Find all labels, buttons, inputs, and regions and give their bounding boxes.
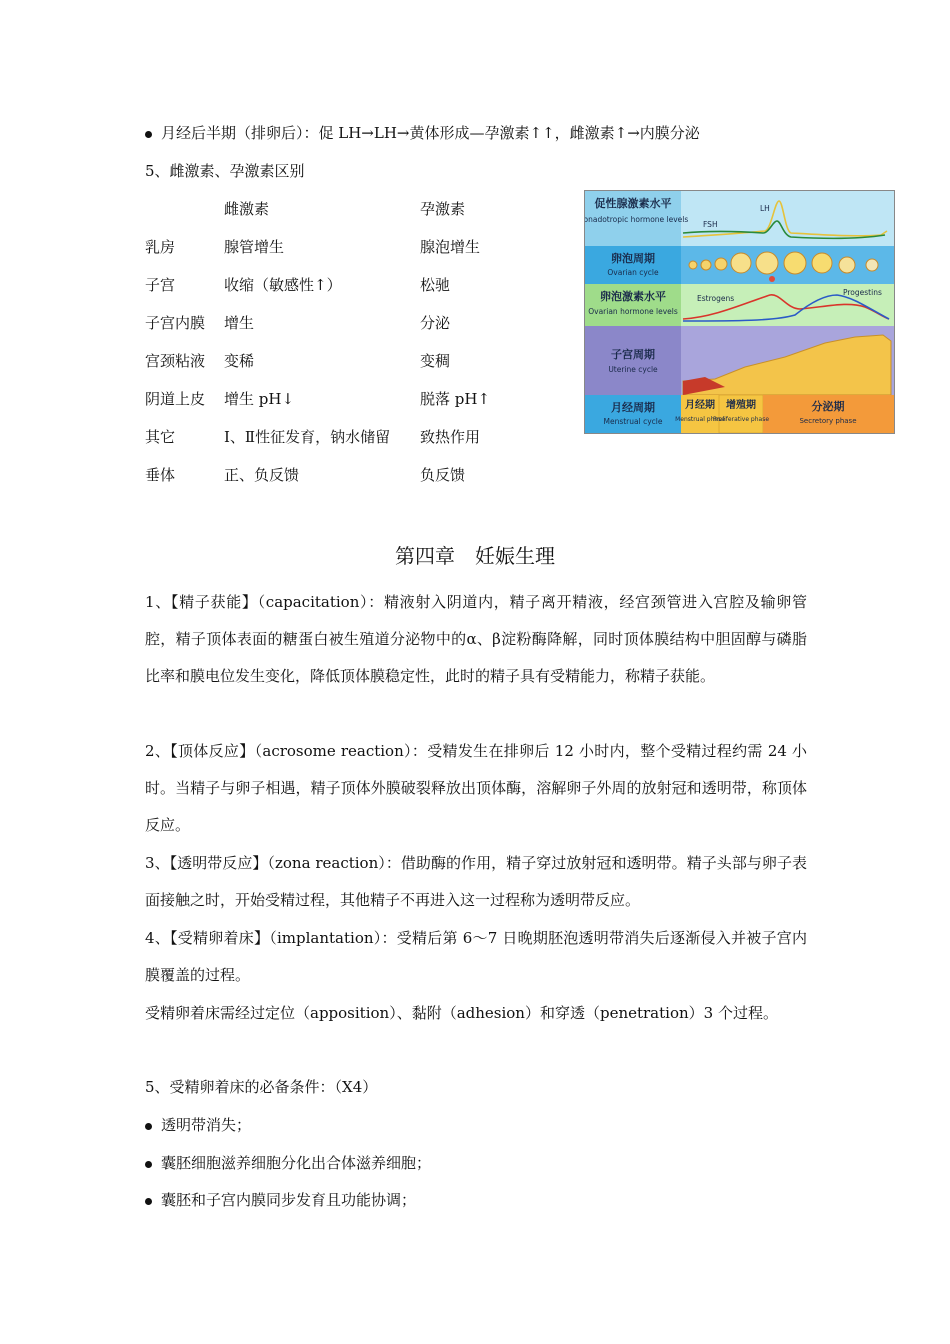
table-cell: 腺管增生 <box>224 238 285 256</box>
table-row-label: 其它 <box>145 428 176 446</box>
table-cell: Ⅰ、Ⅱ性征发育，钠水储留 <box>224 428 391 446</box>
menstrual-cycle-diagram <box>585 191 894 433</box>
row-label-zh: 卵泡周期 <box>611 252 655 265</box>
table-row-label: 垂体 <box>145 466 176 484</box>
table-cell: 脱落 pH↑ <box>420 390 491 408</box>
phase-label-zh: 月经期 <box>685 400 715 411</box>
section-title-implantation-conditions: 5、受精卵着床的必备条件：（X4） <box>145 1078 378 1096</box>
table-cell: 致热作用 <box>420 428 481 446</box>
paragraph-capacitation: 1、【精子获能】（capacitation）：精液射入阴道内，精子离开精液，经宫颈管进入宫腔及输卵管腔，精子顶体表面的糖蛋白被生殖道分泌物中的α、β淀粉酶降解，同时顶体膜结构中胆固醇与磷脂比率和膜电位发生变化，降低顶体膜稳定性，此时的精子具有受精能力，称精子获能。 <box>145 593 807 685</box>
table-cell: 腺泡增生 <box>420 238 481 256</box>
table-cell: 收缩（敏感性↑） <box>224 276 342 294</box>
table-cell: 增生 <box>224 314 255 332</box>
bullet-condition: 囊胚细胞滋养细胞分化出合体滋养细胞； <box>145 1153 431 1173</box>
table-cell: 负反馈 <box>420 466 466 484</box>
paragraph-implantation: 4、【受精卵着床】（implantation）：受精后第 6～7 日晚期胚泡透明带消失后逐渐侵入并被子宫内膜覆盖的过程。 <box>145 929 807 984</box>
table-cell: 增生 pH↓ <box>224 390 295 408</box>
bullet-luteal-phase: 月经后半期（排卵后）：促 LH→LH→黄体形成—孕激素↑↑，雌激素↑→内膜分泌 <box>145 123 700 143</box>
row-label-en: Menstrual cycle <box>603 417 663 426</box>
table-row-label: 子宫 <box>145 276 176 294</box>
row-label-en: Gonadotropic hormone levels <box>585 215 689 224</box>
phase-label-en: Secretory phase <box>799 417 857 425</box>
table-cell: 分泌 <box>420 314 451 332</box>
paragraph-implantation-stages: 受精卵着床需经过定位（apposition）、黏附（adhesion）和穿透（penetration）3 个过程。 <box>145 1004 778 1022</box>
phase-label-zh: 增殖期 <box>726 400 756 411</box>
estrogens-label: Estrogens <box>697 294 735 303</box>
table-row-label: 乳房 <box>145 238 176 256</box>
table-cell: 变稠 <box>420 352 451 370</box>
lh-label: LH <box>760 204 770 213</box>
paragraph-zona-reaction: 3、【透明带反应】（zona reaction）：借助酶的作用，精子穿过放射冠和透明带。精子头部与卵子表面接触之时，开始受精过程，其他精子不再进入这一过程称为透明带反应。 <box>145 854 807 909</box>
fsh-label: FSH <box>703 220 718 229</box>
table-header-estrogen: 雌激素 <box>224 200 270 218</box>
menstrual-cycle-figure <box>584 190 895 434</box>
row-label-en: Ovarian cycle <box>607 268 659 277</box>
row-label-zh: 卵泡激素水平 <box>600 290 666 303</box>
section-title-hormone-difference: 5、雌激素、孕激素区别 <box>145 162 305 180</box>
chapter-title: 第四章 妊娠生理 <box>395 544 555 568</box>
table-cell: 正、负反馈 <box>224 466 300 484</box>
phase-label-en: Proliferative phase <box>712 416 770 423</box>
paragraph-acrosome-reaction: 2、【顶体反应】（acrosome reaction）：受精发生在排卵后 12 小时内，整个受精过程约需 24 小时。当精子与卵子相遇，精子顶体外膜破裂释放出顶体酶，溶解卵子外周的放射冠和透明带，称顶体反应。 <box>145 742 807 834</box>
table-row-label: 阴道上皮 <box>145 390 206 408</box>
table-cell: 松驰 <box>420 276 451 294</box>
row-label-zh: 促性腺激素水平 <box>594 197 672 210</box>
row-label-zh: 子宫周期 <box>611 348 655 361</box>
table-header-progesterone: 孕激素 <box>420 200 466 218</box>
row-label-zh: 月经周期 <box>611 401 655 414</box>
table-row-label: 子宫内膜 <box>145 314 206 332</box>
row-label-en: Ovarian hormone levels <box>588 307 678 316</box>
phase-label-en: Menstrual phase <box>675 416 725 423</box>
bullet-condition: 透明带消失； <box>145 1115 251 1135</box>
phase-label-zh: 分泌期 <box>811 400 845 413</box>
bullet-condition: 囊胚和子宫内膜同步发育且功能协调； <box>145 1190 416 1210</box>
row-label-en: Uterine cycle <box>608 365 658 374</box>
table-row-label: 宫颈粘液 <box>145 352 206 370</box>
progestins-label: Progestins <box>843 288 882 297</box>
table-cell: 变稀 <box>224 352 255 370</box>
